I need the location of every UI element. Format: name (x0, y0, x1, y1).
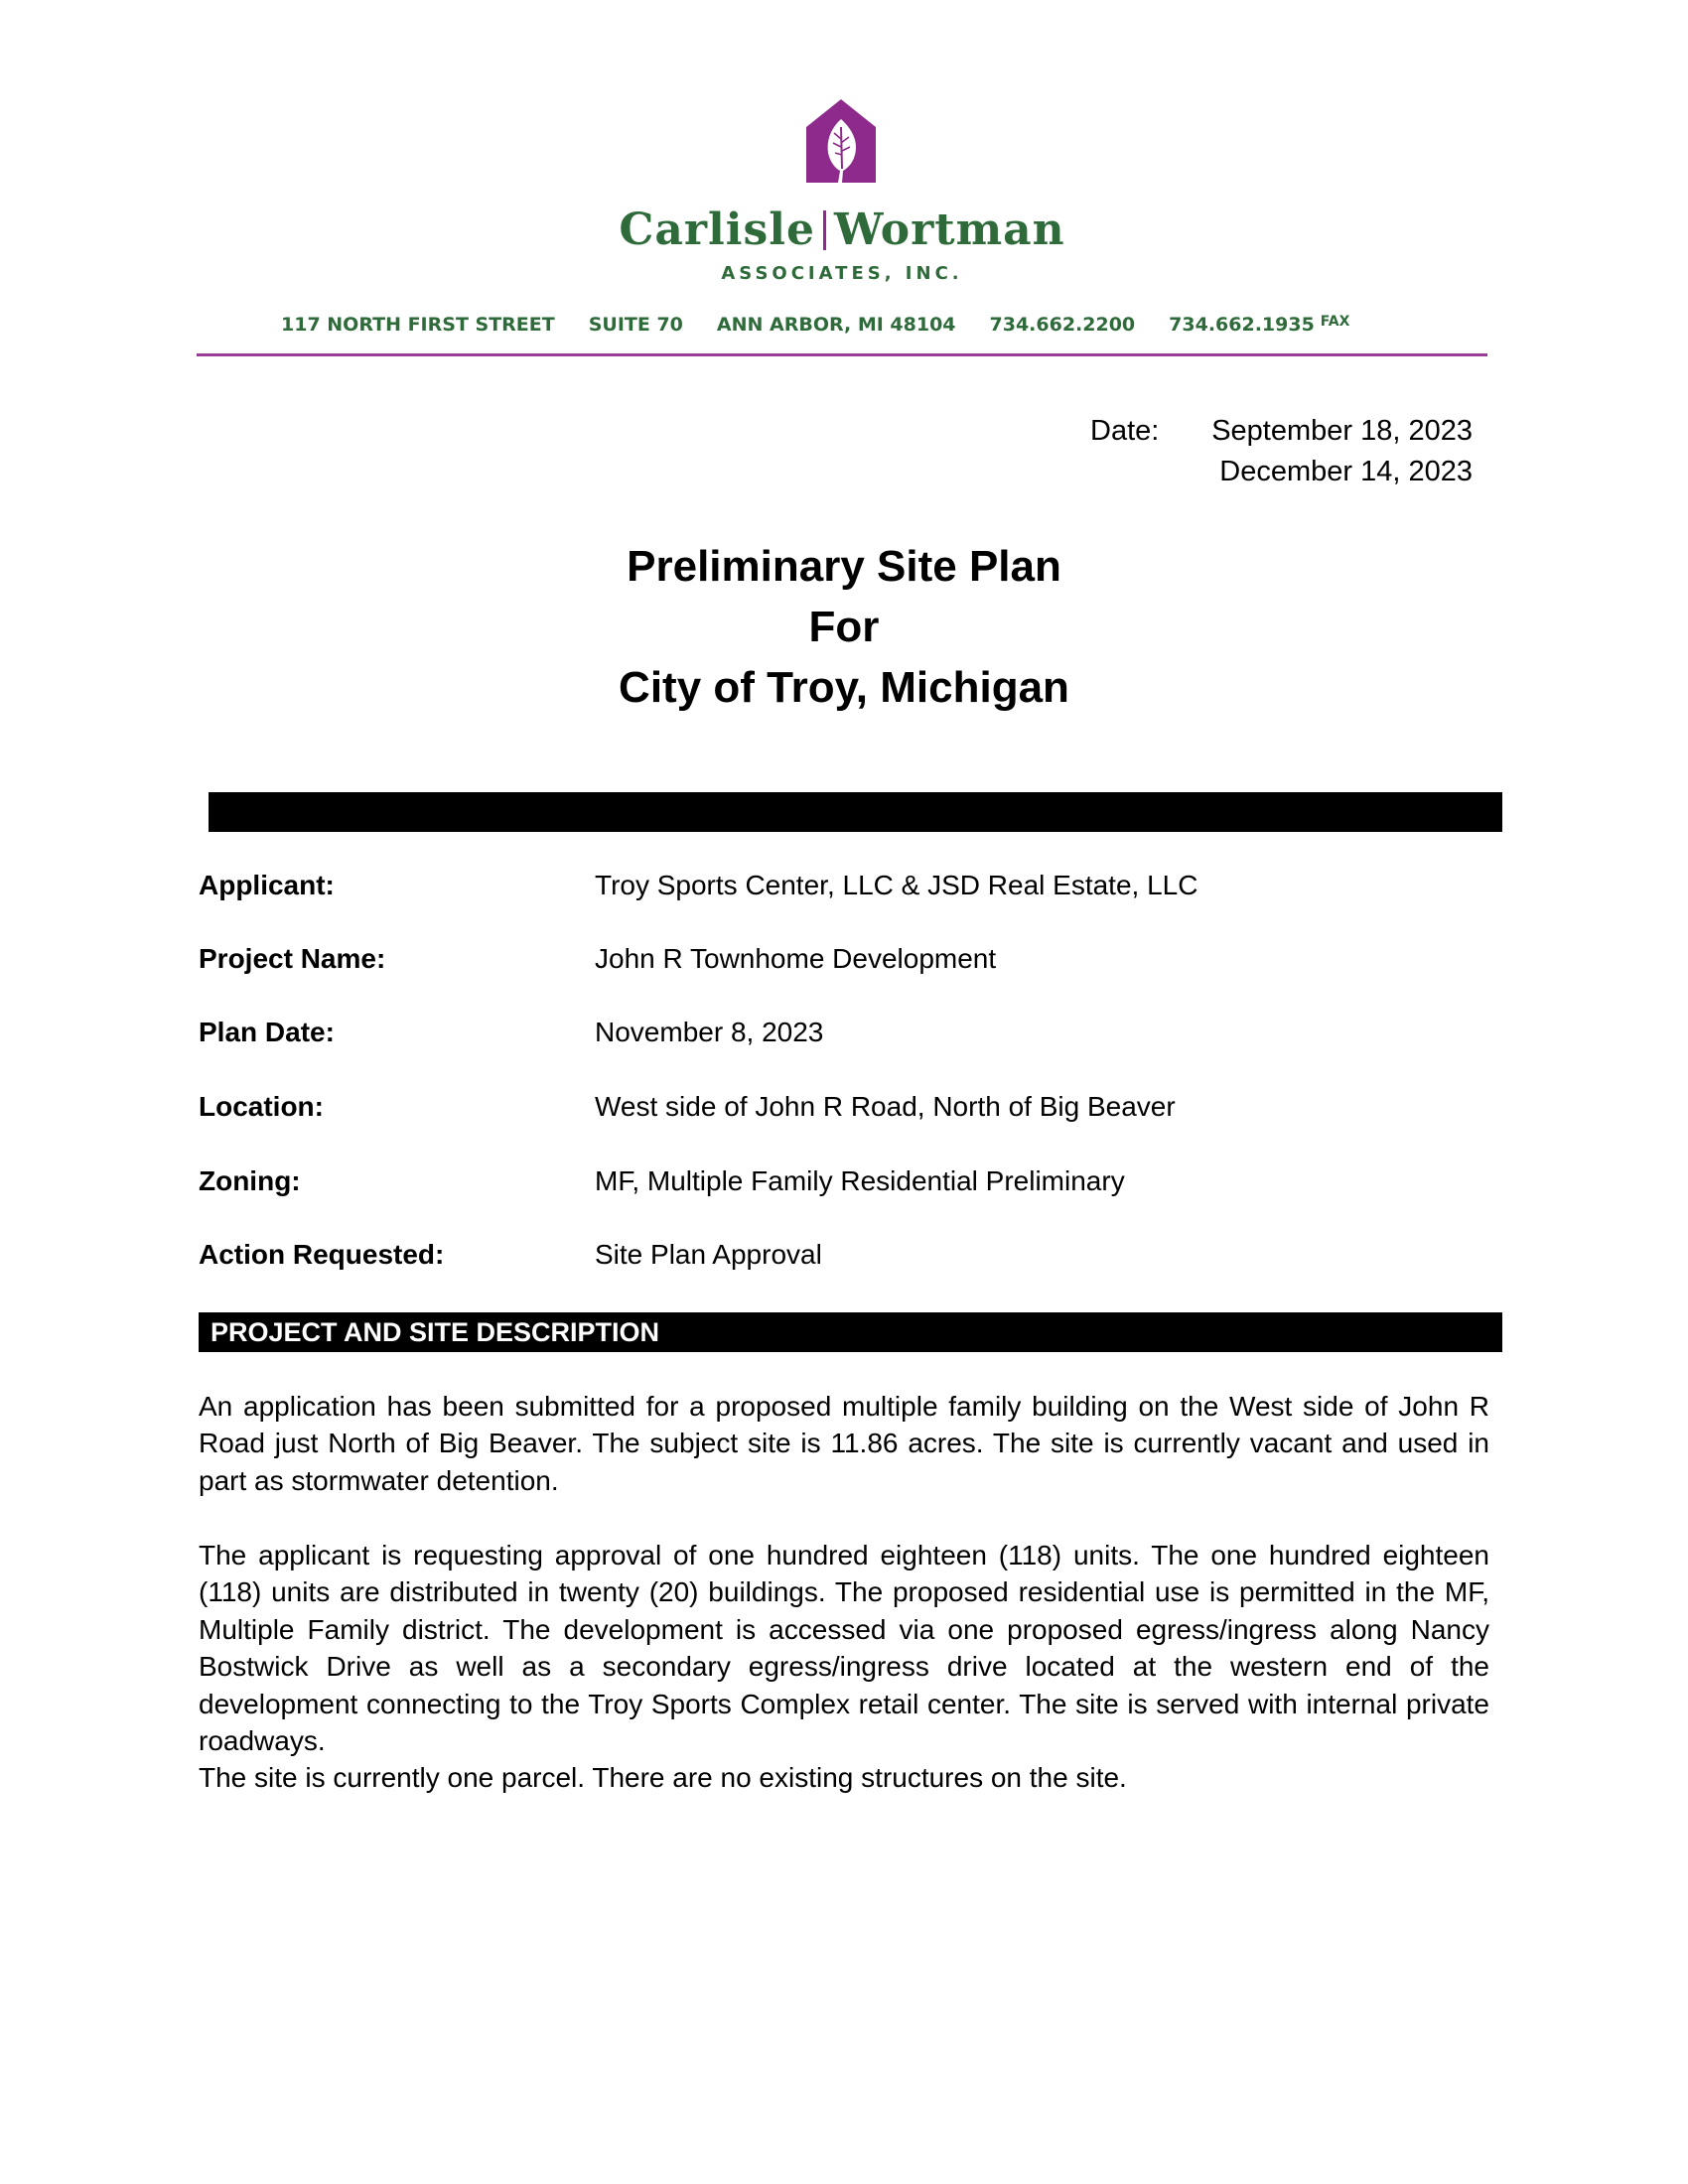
address-street: 117 NORTH FIRST STREET (281, 314, 555, 336)
info-label: Action Requested: (199, 1239, 445, 1270)
info-row-plan-date (199, 1017, 1489, 1056)
info-label: Project Name: (199, 943, 386, 974)
info-value: Troy Sports Center, LLC & JSD Real Estate, LLC (595, 870, 1198, 900)
section-heading (199, 1312, 1502, 1352)
address-fax-label: FAX (1320, 314, 1350, 330)
date-value: December 14, 2023 (1219, 456, 1473, 487)
title-line: For (808, 603, 880, 651)
info-label: Zoning: (199, 1165, 301, 1196)
info-row-zoning (199, 1165, 1489, 1205)
info-value: West side of John R Road, North of Big Beaver (595, 1091, 1176, 1122)
brand-name-left: Carlisle (619, 205, 815, 255)
info-row-applicant (199, 870, 1489, 909)
address-fax-number: 734.662.1935 (1169, 314, 1315, 336)
address-line (281, 314, 1473, 336)
house-leaf-logo-icon (804, 97, 878, 185)
address-suite: SUITE 70 (588, 314, 683, 336)
info-value: John R Townhome Development (595, 943, 997, 974)
info-value: MF, Multiple Family Residential Preliminary (595, 1165, 1125, 1196)
brand-name-right: Wortman (833, 205, 1065, 255)
address-phone: 734.662.2200 (989, 314, 1136, 336)
title-line: City of Troy, Michigan (619, 663, 1069, 712)
date-value: September 18, 2023 (1211, 415, 1473, 447)
paragraph: An application has been submitted for a proposed multiple family building on the West side of John R Road just North of Big Beaver. The subject site is 11.86 acres. The site is currently vacant and used in part as stormwater detention. (199, 1391, 1489, 1496)
info-label: Location: (199, 1091, 324, 1122)
paragraph: The applicant is requesting approval of one hundred eighteen (118) units. The one hundred eighteen (118) units are distributed in twenty (20) buildings. The proposed residential use is permitted in the MF, Multiple Family district. The development is accessed via one proposed egress/ingress along Nancy Bostwick Drive as well as a secondary egress/ingress drive located at the western end of the development connecting to the Troy Sports Complex retail center. The site is served with internal private roadways. (199, 1540, 1489, 1757)
brand-subtitle: ASSOCIATES, INC. (721, 263, 963, 284)
document-title (0, 536, 1688, 718)
brand-divider (823, 210, 826, 250)
date-label: Date: (1090, 415, 1160, 447)
info-value: Site Plan Approval (595, 1239, 822, 1270)
brand-name (197, 205, 1487, 255)
paragraph: The site is currently one parcel. There are no existing structures on the site. (199, 1762, 1127, 1793)
title-line: Preliminary Site Plan (627, 542, 1061, 591)
letterhead-rule (197, 353, 1487, 356)
info-label: Applicant: (199, 870, 335, 900)
address-city: ANN ARBOR, MI 48104 (716, 314, 956, 336)
info-label: Plan Date: (199, 1017, 335, 1047)
divider-bar (209, 792, 1502, 832)
info-row-project-name (199, 943, 1489, 983)
info-row-action-requested (199, 1239, 1489, 1279)
section-heading-text: PROJECT AND SITE DESCRIPTION (211, 1317, 660, 1347)
info-row-location (199, 1091, 1489, 1131)
info-value: November 8, 2023 (595, 1017, 824, 1047)
